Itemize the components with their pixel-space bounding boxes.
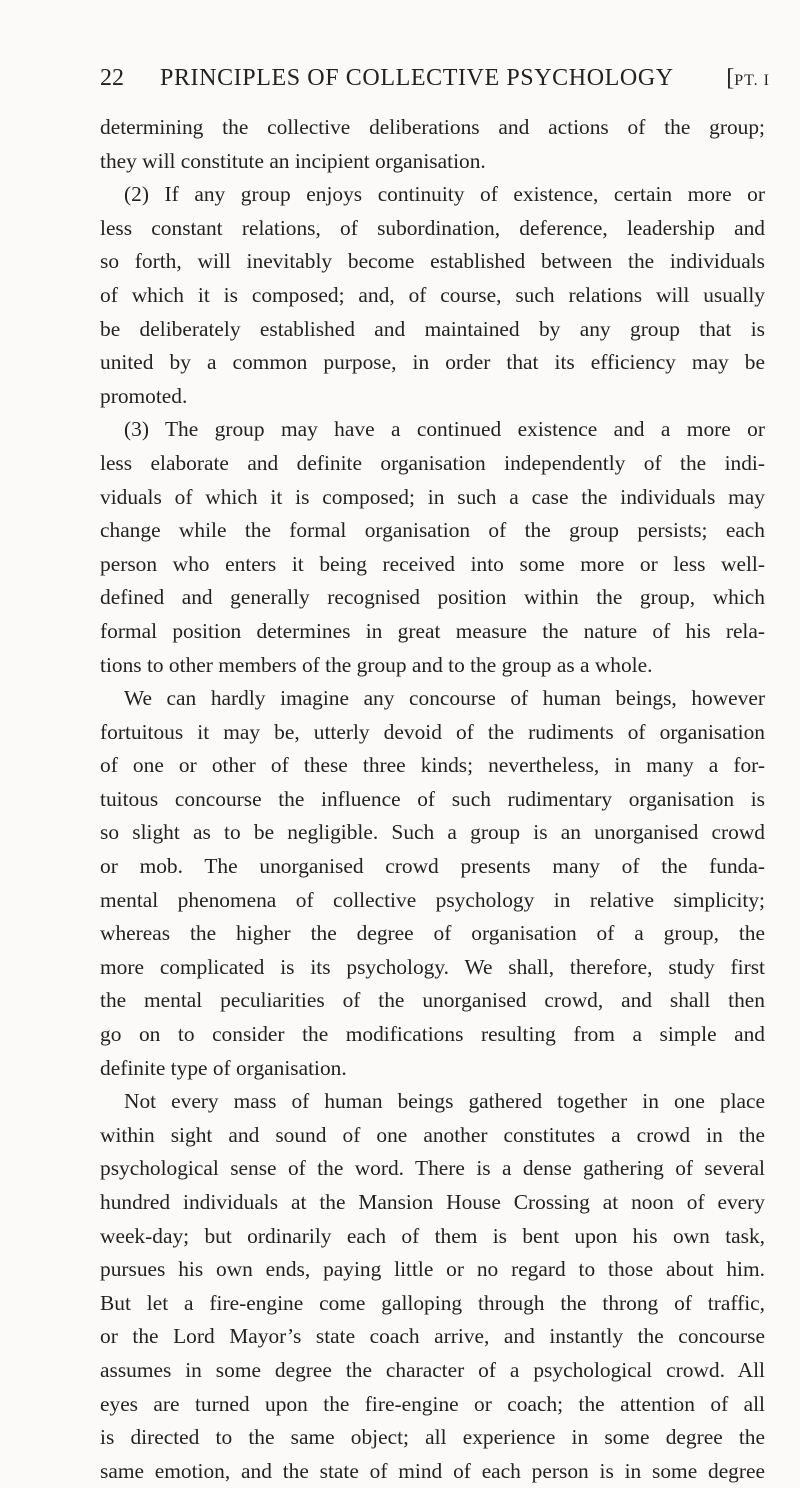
text-line: defined and generally recognised position within the group, which [100, 585, 765, 610]
text-line: within sight and sound of one another constitutes a crowd in the [100, 1122, 765, 1147]
text-line: person who enters it being received into some more or less well- [100, 551, 765, 576]
text-line: hundred individuals at the Mansion House Crossing at noon of every [100, 1190, 765, 1214]
text-line: same emotion, and the state of mind of each person is in some degree [100, 1458, 765, 1483]
running-title: PRINCIPLES OF COLLECTIVE PSYCHOLOGY [160, 65, 674, 91]
text-line: is directed to the same object; all experience in some degree the [100, 1425, 765, 1450]
text-line: formal position determines in great measure the nature of his rela- [100, 618, 765, 643]
text-line: or the Lord Mayor’s state coach arrive, and instantly the concourse [100, 1324, 765, 1349]
part-label-bracket: [ [726, 65, 735, 91]
text-line: week-day; but ordinarily each of them is bent upon his own task, [100, 1223, 765, 1248]
text-line: go on to consider the modifications resulting from a simple and [100, 1022, 765, 1047]
text-line: fortuitous it may be, utterly devoid of the rudiments of organisation [100, 719, 765, 744]
text-line: pursues his own ends, paying little or no regard to those about him. [100, 1257, 765, 1282]
text-line: psychological sense of the word. There is a dense gathering of several [100, 1156, 765, 1181]
body-text [100, 111, 765, 1488]
text-line: so slight as to be negligible. Such a group is an unorganised crowd [100, 820, 765, 845]
text-line: change while the formal organisation of the group persists; each [100, 518, 765, 543]
text-line: promoted. [100, 383, 188, 408]
text-line: be deliberately established and maintained by any group that is [100, 316, 765, 341]
text-line: tions to other members of the group and to the group as a whole. [100, 652, 653, 677]
text-line: determining the collective deliberations and actions of the group; [100, 115, 765, 139]
text-line: We can hardly imagine any concourse of human beings, however [124, 686, 765, 711]
text-line: But let a fire-engine come galloping through the throng of traffic, [100, 1290, 765, 1315]
page-number: 22 [100, 65, 124, 91]
text-line: so forth, will inevitably become established between the individuals [100, 249, 765, 274]
text-line: (3) The group may have a continued existence and a more or [124, 417, 765, 442]
text-line: assumes in some degree the character of a psychological crowd. All [100, 1357, 765, 1382]
text-line: of one or other of these three kinds; nevertheless, in many a for- [100, 753, 765, 778]
text-line: the mental peculiarities of the unorganised crowd, and shall then [100, 988, 765, 1013]
part-label [726, 60, 770, 99]
text-line: or mob. The unorganised crowd presents many of the funda- [100, 854, 765, 879]
text-line: united by a common purpose, in order that its efficiency may be [100, 350, 765, 375]
text-line: Not every mass of human beings gathered together in one place [124, 1089, 765, 1114]
text-line: they will constitute an incipient organisation. [100, 148, 486, 173]
text-line: less elaborate and definite organisation independently of the indi- [100, 450, 765, 475]
text-line: (2) If any group enjoys continuity of existence, certain more or [124, 182, 765, 207]
text-line: less constant relations, of subordination, deference, leadership and [100, 215, 765, 240]
text-line: definite type of organisation. [100, 1055, 347, 1080]
text-line: mental phenomena of collective psychology in relative simplicity; [100, 887, 765, 912]
text-line: whereas the higher the degree of organisation of a group, the [100, 921, 765, 946]
text-line: eyes are turned upon the fire-engine or coach; the attention of all [100, 1391, 765, 1416]
text-line: more complicated is its psychology. We shall, therefore, study first [100, 954, 765, 979]
text-line: of which it is composed; and, of course, such relations will usually [100, 282, 765, 307]
text-line: viduals of which it is composed; in such a case the individuals may [100, 484, 765, 509]
part-label-text: PT. I [734, 72, 770, 89]
text-line: tuitous concourse the influence of such rudimentary organisation is [100, 786, 765, 811]
running-header [100, 60, 770, 96]
